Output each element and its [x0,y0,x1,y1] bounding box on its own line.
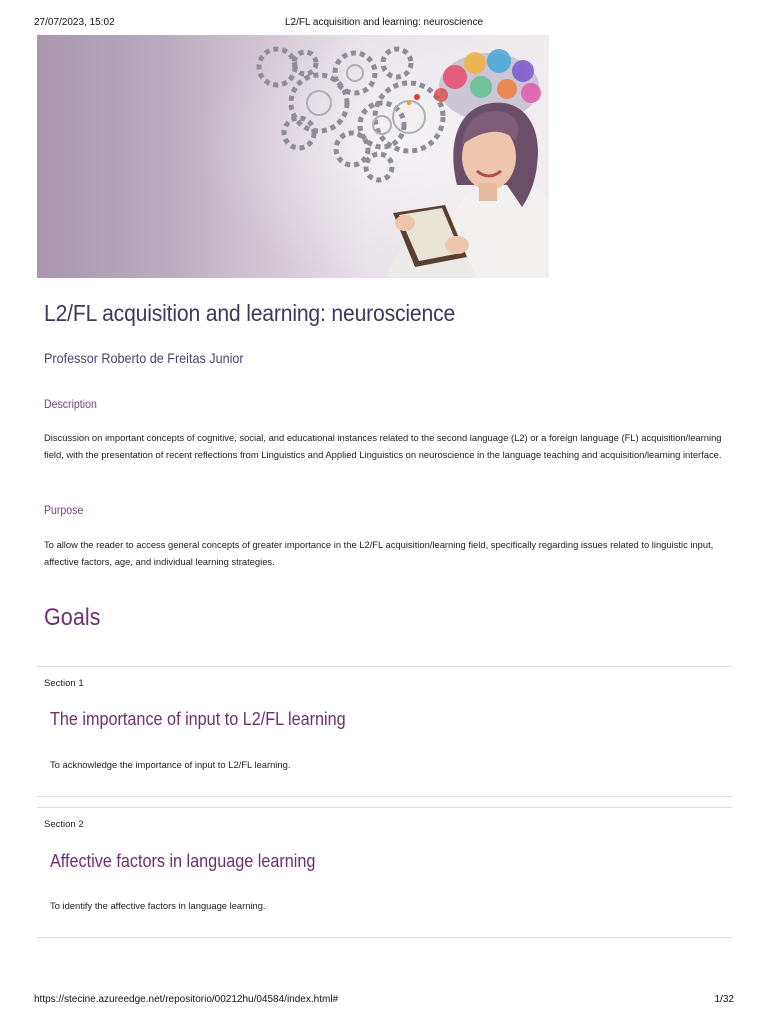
section-text: To acknowledge the importance of input to L2/FL learning. [50,759,291,770]
page-number: 1/32 [714,994,734,1005]
divider [37,796,732,797]
description-text: Discussion on important concepts of cognitive, social, and educational instances related to the second language (L2) or a foreign language (FL) acquisition/learning field, with the presentation of recent reflections from Linguistics and Applied Linguistics on neuroscience in the language teaching and acquisition/learning interface. [44,432,722,460]
section-title: Affective factors in language learning [50,851,316,871]
hero-image [37,35,549,278]
print-footer [34,994,734,1008]
hero-illustration [37,35,549,278]
print-page-title: L2/FL acquisition and learning: neuroscience [284,17,484,28]
print-datetime: 27/07/2023, 15:02 [34,17,115,28]
goals-heading: Goals [44,604,101,631]
divider [37,666,732,667]
print-header [34,17,734,31]
purpose-label: Purpose [44,503,84,517]
purpose-text: To allow the reader to access general concepts of greater importance in the L2/FL acquisition/learning field, specifically regarding issues related to linguistic input, affective factors, age, and individual learning strategies. [44,539,714,567]
section-tag: Section 1 [44,678,84,689]
page-url: https://stecine.azureedge.net/repositorio/00212hu/04584/index.html# [34,994,339,1005]
section-text: To identify the affective factors in language learning. [50,900,266,911]
section-tag: Section 2 [44,819,84,830]
divider [37,937,732,938]
author-name: Professor Roberto de Freitas Junior [44,350,244,366]
section-title: The importance of input to L2/FL learning [50,709,346,729]
divider [37,807,732,808]
document-title: L2/FL acquisition and learning: neuroscience [44,300,456,326]
description-label: Description [44,397,97,411]
